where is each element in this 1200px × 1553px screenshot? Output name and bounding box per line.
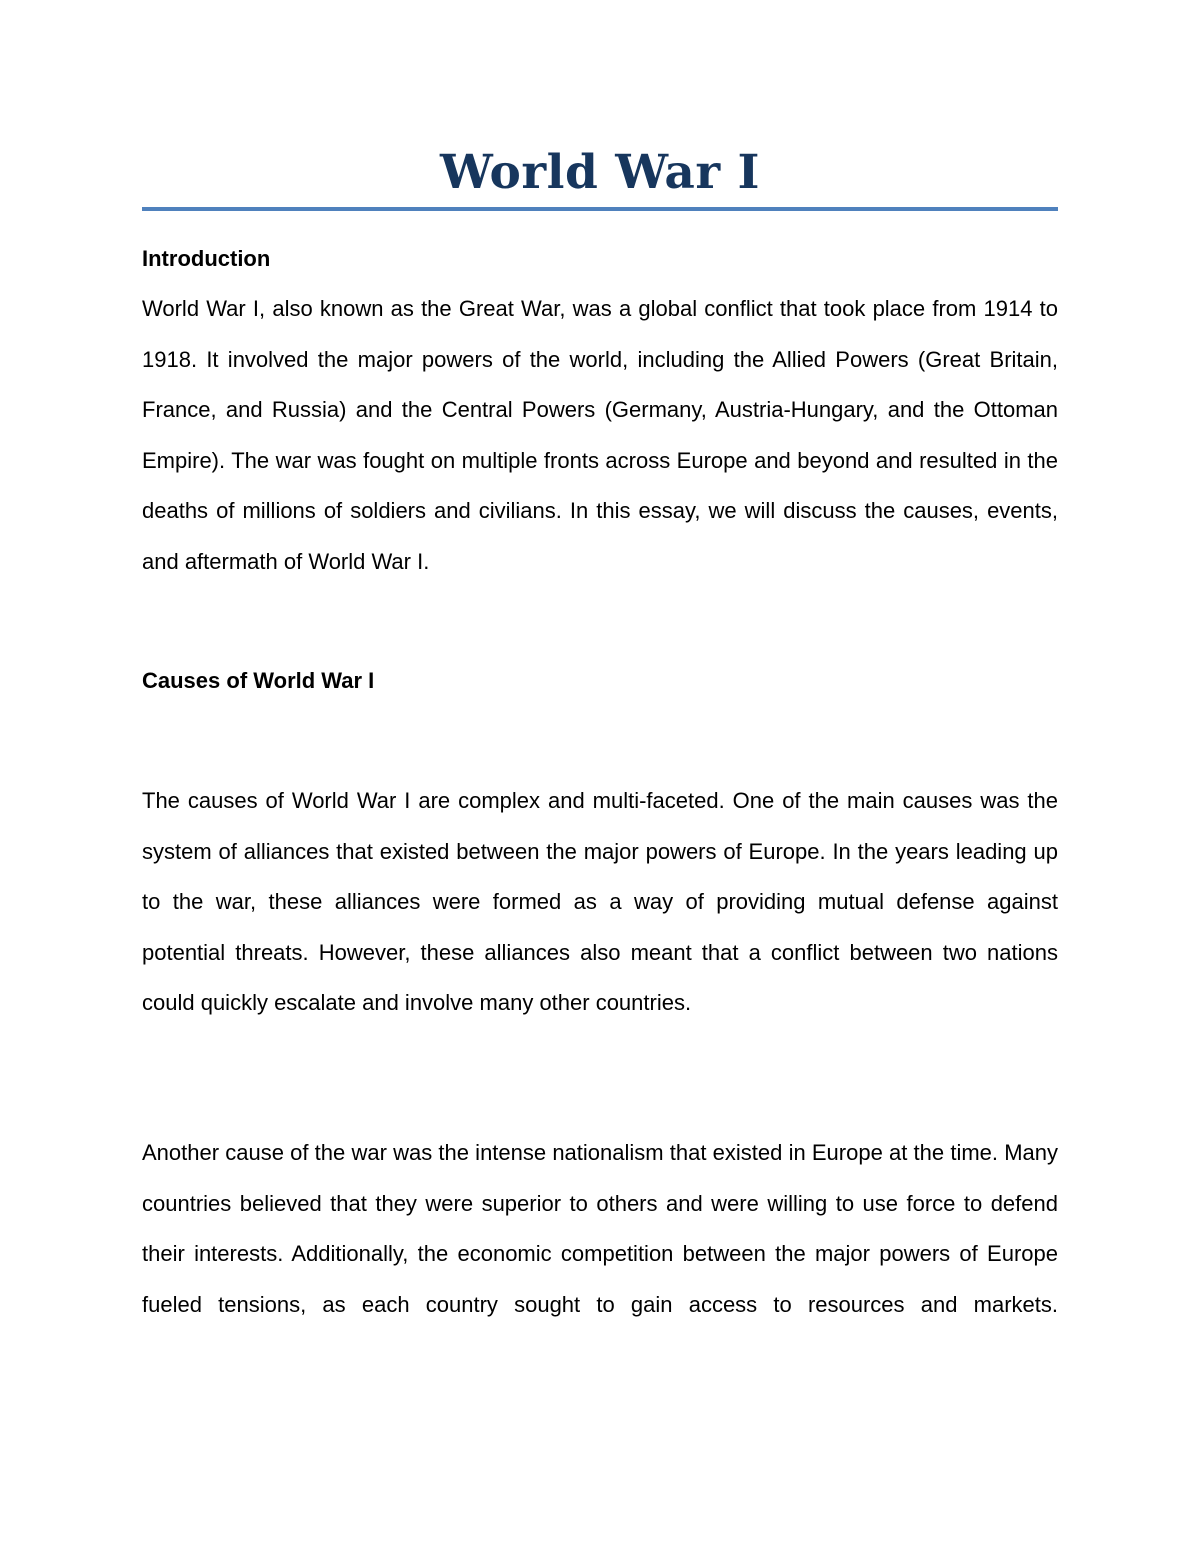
section-heading-introduction: Introduction xyxy=(142,246,271,271)
section-heading-causes: Causes of World War I xyxy=(142,668,375,693)
paragraph-causes-alliances: The causes of World War I are complex and multi-faceted. One of the main causes was the system of alliances that existed between the major powers of Europe. In the years leading up to the war, these alliances were formed as a way of providing mutual defense against potential threats. However, these alliances also meant that a conflict between two nations could quickly escalate and involve many other countries. xyxy=(142,788,1058,1015)
title-underline-rule xyxy=(142,207,1058,211)
document-title: World War I xyxy=(440,145,760,200)
paragraph-causes-nationalism: Another cause of the war was the intense nationalism that existed in Europe at the time. Many countries believed that they were superior to others and were willing to use force to defend their interests. Additionally, the economic competition between the major powers of Europe fueled tensions, as each country sought to gain access to resources and markets. xyxy=(142,1140,1058,1317)
paragraph-introduction: World War I, also known as the Great War, was a global conflict that took place from 1914 to 1918. It involved the major powers of the world, including the Allied Powers (Great Britain, France, and Russia) and the Central Powers (Germany, Austria-Hungary, and the Ottoman Empire). The war was fought on multiple fronts across Europe and beyond and resulted in the deaths of millions of soldiers and civilians. In this essay, we will discuss the causes, events, and aftermath of World War I. xyxy=(142,296,1058,574)
